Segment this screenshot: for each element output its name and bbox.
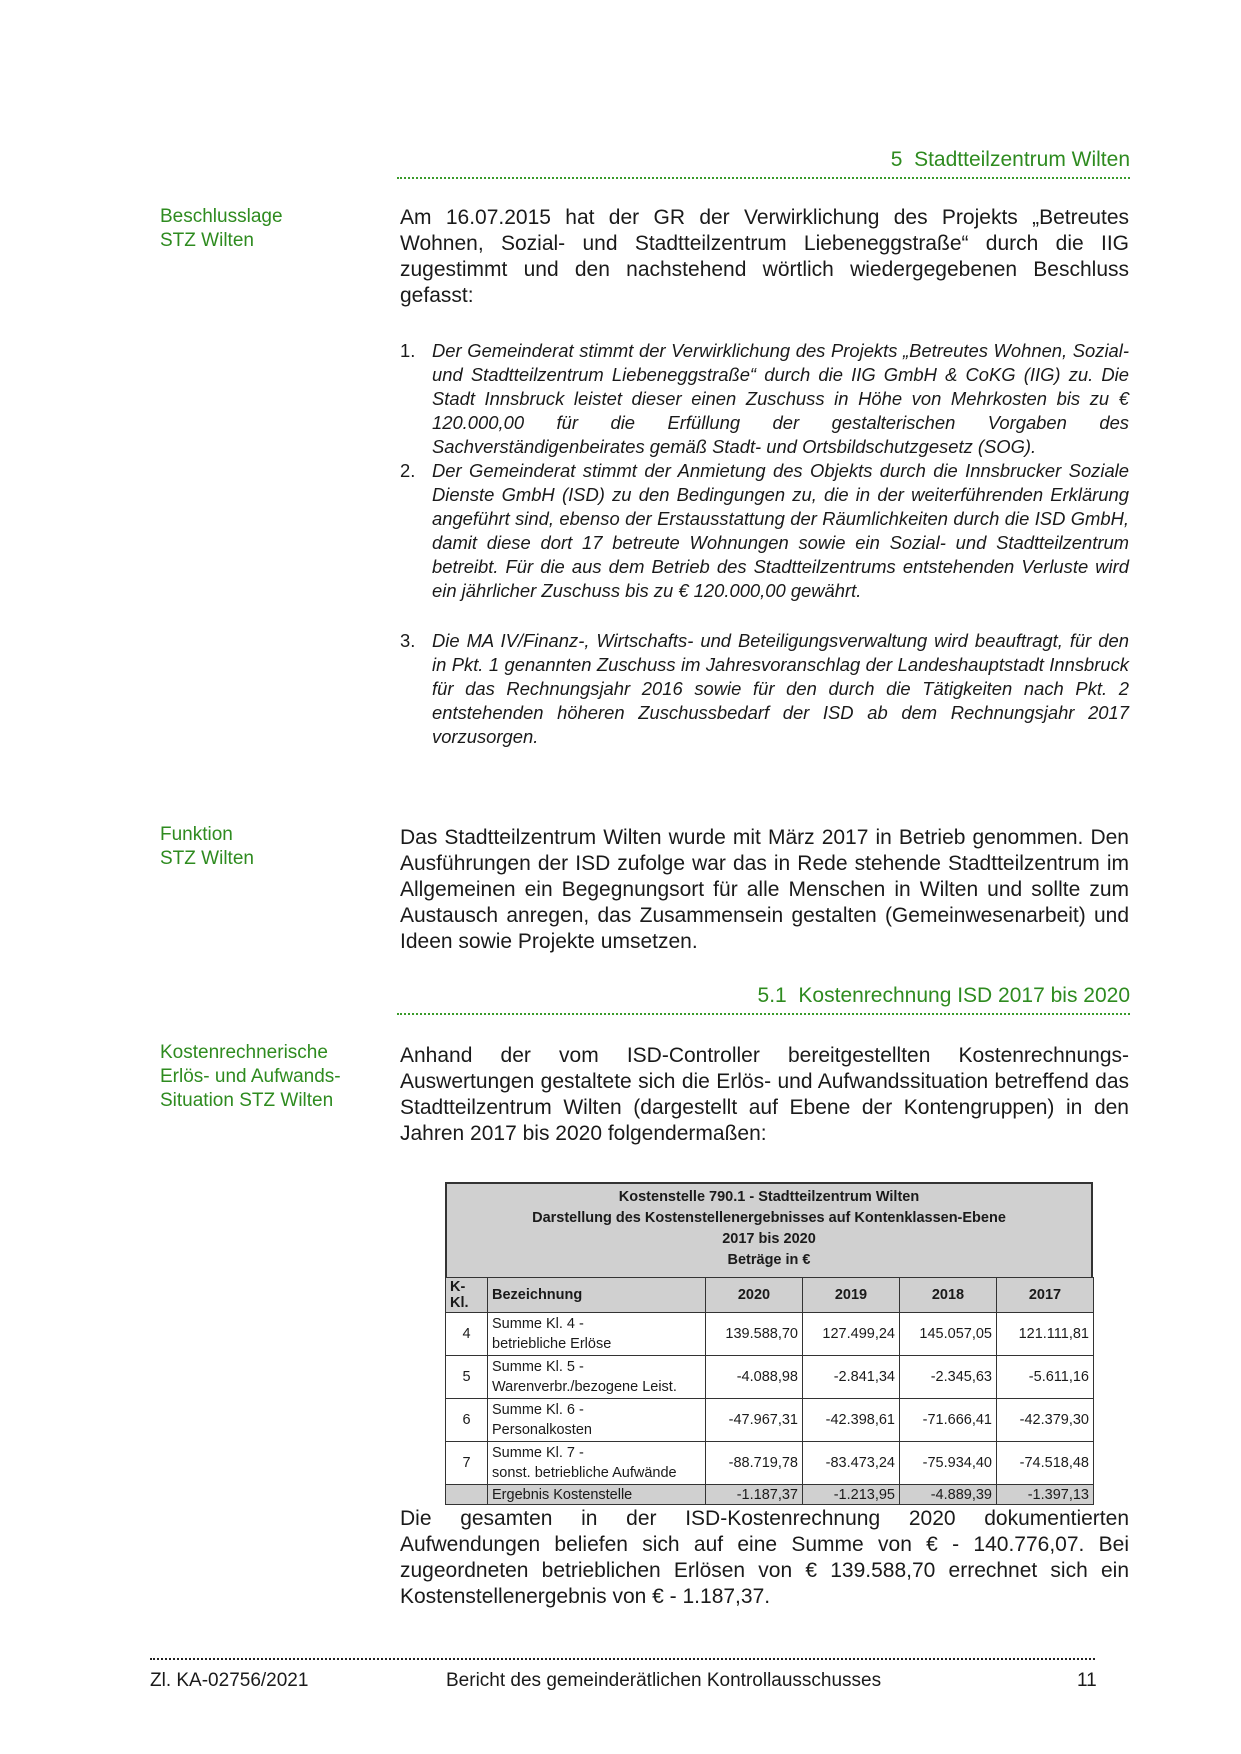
margin-label-line: Funktion bbox=[160, 824, 233, 845]
margin-label-line: STZ Wilten bbox=[160, 230, 254, 251]
margin-label-line: Erlös- und Aufwands- bbox=[160, 1066, 341, 1087]
list-item-text: Der Gemeinderat stimmt der Verwirklichung des Projekts „Betreutes Wohnen, Sozial- und Stadtteilzentrum Liebeneggstraße“ durch die IIG GmbH & CoKG (IIG) zu. Die Stadt Innsbruck leistet dieser einen Zuschuss in Höhe von Mehrkosten bis zu € 120.000,00 für die Erfüllung der gestalterischen Vorgaben des Sachverständigenbeirates gemäß Stadt- und Ortsbildschutzgesetz (SOG). bbox=[432, 340, 1129, 457]
list-item bbox=[400, 459, 1129, 603]
section-number: 5 bbox=[890, 148, 903, 171]
margin-label-kosten bbox=[160, 1041, 341, 1113]
cell-label bbox=[488, 1356, 706, 1399]
margin-label-beschlusslage bbox=[160, 205, 283, 253]
label-line: Warenverbr./bezogene Leist. bbox=[492, 1379, 677, 1395]
footer-reference: Zl. KA-02756/2021 bbox=[150, 1670, 309, 1691]
label-line: sonst. betriebliche Aufwände bbox=[492, 1465, 677, 1481]
cell-value: -83.473,24 bbox=[803, 1442, 900, 1485]
cell-value: -75.934,40 bbox=[900, 1442, 997, 1485]
list-item-number: 2. bbox=[400, 460, 416, 481]
subsection-divider bbox=[397, 1013, 1130, 1015]
paragraph-funktion: Das Stadtteilzentrum Wilten wurde mit März 2017 in Betrieb genommen. Den Ausführungen der ISD zufolge war das in Rede stehende Stadtteilzentrum im Allgemeinen ein Begegnungsort für alle Menschen in Wilten und sollte zum Austausch anregen, das Zusammensein gestalten (Gemeinwesenarbeit) und Ideen sowie Projekte umsetzen. bbox=[400, 826, 1129, 953]
cell-value: 139.588,70 bbox=[706, 1313, 803, 1356]
table-row bbox=[446, 1313, 1094, 1356]
label-line: Summe Kl. 6 - bbox=[492, 1402, 584, 1418]
subsection-number: 5.1 bbox=[757, 984, 787, 1007]
list-item-text: Die MA IV/Finanz-, Wirtschafts- und Beteiligungsverwaltung wird beauftragt, für den in Pkt. 1 genannten Zuschuss im Jahresvoranschlag der Landeshauptstadt Innsbruck für das Rechnungsjahr 2016 sowie für den durch die Tätigkeiten nach Pkt. 2 entstehenden höheren Zuschussbedarf der ISD ab dem Rechnungsjahr 2017 vorzusorgen. bbox=[432, 630, 1129, 747]
cell-empty bbox=[446, 1485, 488, 1505]
section-divider bbox=[397, 177, 1130, 179]
cell-value: -42.398,61 bbox=[803, 1399, 900, 1442]
cell-value: -42.379,30 bbox=[997, 1399, 1094, 1442]
cell-total-label: Ergebnis Kostenstelle bbox=[488, 1485, 706, 1505]
cell-value: -47.967,31 bbox=[706, 1399, 803, 1442]
column-header: 2018 bbox=[900, 1278, 997, 1313]
table-caption-line: Darstellung des Kostenstellenergebnisses auf Kontenklassen-Ebene bbox=[532, 1210, 1006, 1226]
page-number: 11 bbox=[1077, 1670, 1097, 1691]
cost-table-grid bbox=[445, 1277, 1094, 1505]
table-row bbox=[446, 1356, 1094, 1399]
cell-label bbox=[488, 1313, 706, 1356]
cell-value: 145.057,05 bbox=[900, 1313, 997, 1356]
table-caption bbox=[445, 1182, 1093, 1277]
margin-label-funktion bbox=[160, 823, 254, 871]
list-item bbox=[400, 629, 1129, 749]
cell-kkl: 6 bbox=[446, 1399, 488, 1442]
label-line: Summe Kl. 7 - bbox=[492, 1445, 584, 1461]
column-header: 2020 bbox=[706, 1278, 803, 1313]
cell-total-value: -1.187,37 bbox=[706, 1485, 803, 1505]
table-caption-line: Kostenstelle 790.1 - Stadtteilzentrum Wilten bbox=[618, 1189, 920, 1205]
cell-value: -88.719,78 bbox=[706, 1442, 803, 1485]
label-line: Summe Kl. 4 - bbox=[492, 1316, 584, 1332]
cell-value: -71.666,41 bbox=[900, 1399, 997, 1442]
cell-label bbox=[488, 1399, 706, 1442]
cell-value: -5.611,16 bbox=[997, 1356, 1094, 1399]
table-caption-line: 2017 bis 2020 bbox=[722, 1231, 816, 1247]
footer-title: Bericht des gemeinderätlichen Kontrollausschusses bbox=[446, 1670, 882, 1691]
column-header: K-Kl. bbox=[446, 1278, 488, 1313]
subsection-heading bbox=[758, 984, 1130, 1008]
label-line: Summe Kl. 5 - bbox=[492, 1359, 584, 1375]
column-header: 2017 bbox=[997, 1278, 1094, 1313]
table-header-row bbox=[446, 1278, 1094, 1313]
cell-label bbox=[488, 1442, 706, 1485]
label-line: Personalkosten bbox=[492, 1422, 592, 1438]
list-item-text: Der Gemeinderat stimmt der Anmietung des Objekts durch die Innsbrucker Soziale Dienste GmbH (ISD) zu den Bedingungen zu, die in der weiterführenden Erklärung angeführt sind, ebenso der Erstausstattung der Räumlichkeiten durch die ISD GmbH, damit diese dort 17 betreute Wohnungen sowie ein Sozial- und Stadtteilzentrum betreibt. Für die aus dem Betrieb des Stadtteilzentrums entstehenden Verluste wird ein jährlicher Zuschuss bis zu € 120.000,00 gewährt. bbox=[432, 460, 1129, 601]
table-caption-line: Beträge in € bbox=[727, 1252, 811, 1268]
table-row bbox=[446, 1442, 1094, 1485]
paragraph-kosten: Anhand der vom ISD-Controller bereitgestellten Kostenrechnungs-Auswertungen gestaltete sich die Erlös- und Aufwandssituation betreffend das Stadtteilzentrum Wilten (dargestellt auf Ebene der Kontengruppen) in den Jahren 2017 bis 2020 folgendermaßen: bbox=[400, 1044, 1129, 1145]
cell-total-value: -4.889,39 bbox=[900, 1485, 997, 1505]
resolution-list bbox=[400, 339, 1129, 749]
cell-value: -2.841,34 bbox=[803, 1356, 900, 1399]
paragraph-intro: Am 16.07.2015 hat der GR der Verwirklichung des Projekts „Betreutes Wohnen, Sozial- und Stadtteilzentrum Liebeneggstraße“ durch die IIG zugestimmt und den nachstehend wörtlich wiedergegebenen Beschluss gefasst: bbox=[400, 206, 1129, 307]
margin-label-line: Beschlusslage bbox=[160, 206, 283, 227]
footer-divider bbox=[150, 1658, 1095, 1660]
table-row bbox=[446, 1399, 1094, 1442]
section-title: Stadtteilzentrum Wilten bbox=[914, 148, 1130, 171]
cell-value: -2.345,63 bbox=[900, 1356, 997, 1399]
column-header: Bezeichnung bbox=[488, 1278, 706, 1313]
cell-total-value: -1.397,13 bbox=[997, 1485, 1094, 1505]
list-item-number: 3. bbox=[400, 630, 416, 651]
table-total-row bbox=[446, 1485, 1094, 1505]
label-line: betriebliche Erlöse bbox=[492, 1336, 612, 1352]
margin-label-line: Situation STZ Wilten bbox=[160, 1090, 334, 1111]
cost-table bbox=[445, 1182, 1093, 1505]
list-item bbox=[400, 339, 1129, 459]
column-header: 2019 bbox=[803, 1278, 900, 1313]
cell-value: 121.111,81 bbox=[997, 1313, 1094, 1356]
cell-kkl: 5 bbox=[446, 1356, 488, 1399]
cell-value: 127.499,24 bbox=[803, 1313, 900, 1356]
paragraph-summary: Die gesamten in der ISD-Kostenrechnung 2020 dokumentierten Aufwendungen beliefen sich auf eine Summe von € - 140.776,07. Bei zugeordneten betrieblichen Erlösen von € 139.588,70 errechnet sich ein Kostenstellenergebnis von € - 1.187,37. bbox=[400, 1507, 1129, 1608]
margin-label-line: STZ Wilten bbox=[160, 848, 254, 869]
cell-total-value: -1.213,95 bbox=[803, 1485, 900, 1505]
subsection-title: Kostenrechnung ISD 2017 bis 2020 bbox=[798, 984, 1130, 1007]
cell-value: -4.088,98 bbox=[706, 1356, 803, 1399]
list-item-number: 1. bbox=[400, 340, 416, 361]
cell-kkl: 7 bbox=[446, 1442, 488, 1485]
section-heading bbox=[891, 148, 1130, 172]
cell-value: -74.518,48 bbox=[997, 1442, 1094, 1485]
cell-kkl: 4 bbox=[446, 1313, 488, 1356]
margin-label-line: Kostenrechnerische bbox=[160, 1042, 328, 1063]
